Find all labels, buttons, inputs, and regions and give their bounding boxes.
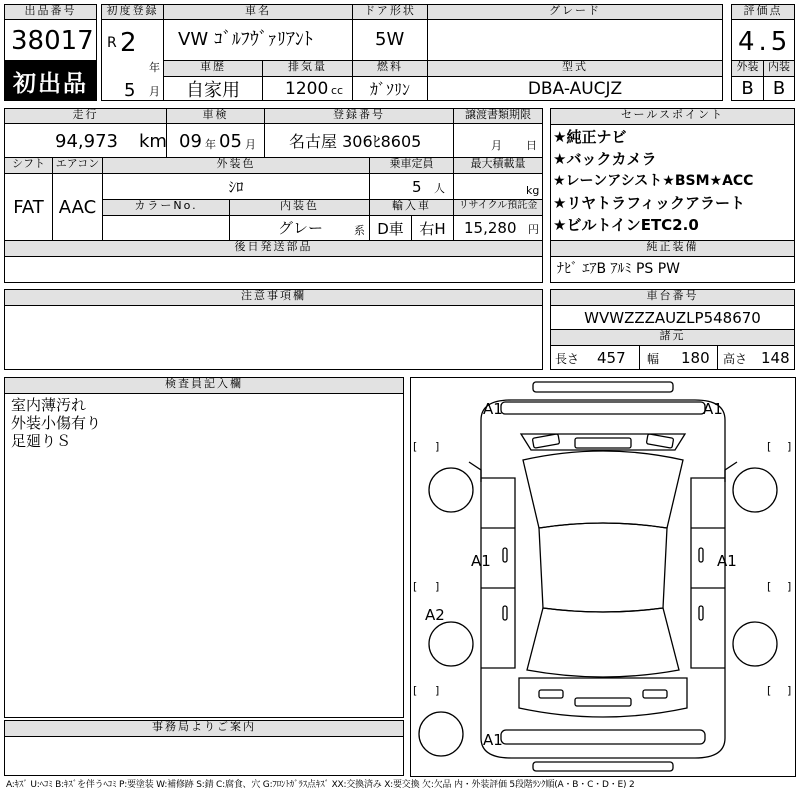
rear-glass [527,608,679,677]
svg-text:]: ] [435,440,440,453]
inspection-label: 車検 [166,108,265,124]
svg-text:[: [ [767,684,772,697]
damage-mark: A1 [483,400,503,418]
notes-box [4,305,543,370]
roof [539,523,667,612]
interior-grade: B [763,76,795,101]
svg-text:]: ] [787,684,792,697]
svg-text:[: [ [767,580,772,593]
damage-mark: A1 [471,552,491,570]
load-label: 最大積載量 [453,157,543,174]
year-unit: 年 [149,61,160,74]
inspector-box [4,393,404,718]
recycle-unit: 円 [528,223,539,236]
import-drive: D車 [369,215,412,241]
exterior-grade: B [731,76,764,101]
transfer-day-unit: 日 [526,139,537,152]
score: 4.5 [738,27,792,57]
damage-mark: A2 [425,606,445,624]
inspection-year-unit: 年 [205,138,216,151]
specs-label: 諸元 [550,329,795,346]
svg-text:[: [ [767,440,772,453]
wheel-front-right [733,468,777,512]
car-name-box [163,19,353,61]
svg-text:[: [ [413,684,418,697]
inspector-note: 外装小傷有り [11,414,102,432]
int-color-label: 内装色 [229,199,370,216]
int-color-box [229,215,370,241]
later-parts-box [4,256,543,283]
history-value: 自家用 [163,76,263,101]
windshield [523,451,683,528]
model-value: DBA-AUCJZ [427,76,723,101]
recycle-box [453,215,543,241]
equipment-box [550,256,795,283]
score-label: 評価点 [731,4,795,20]
reg-number: 名古屋 306ﾋ8605 [289,132,422,151]
svg-text:[: [ [413,440,418,453]
import-label: 輸入車 [369,199,454,216]
sales-points-label: セールスポイント [550,108,795,125]
height-value: 148 [761,349,790,367]
transfer-month-unit: 月 [491,139,502,152]
damage-mark: A1 [483,731,503,749]
height-label: 高さ [723,352,748,366]
inspector-label: 検査員記入欄 [4,377,404,394]
inspection-month-unit: 月 [245,138,256,151]
capacity-box [369,173,454,200]
sales-point: ★純正ナビ [553,128,627,146]
front-bumper [533,382,673,392]
int-color-unit: 系 [354,224,365,237]
month-unit: 月 [149,85,160,98]
lot-no: 38017 [11,26,94,56]
reg-label: 登録番号 [264,108,454,124]
exterior-label: 外装 [731,60,764,77]
ac-label: エアコン [52,157,103,174]
equipment-value: ﾅﾋﾞ ｴｱB ｱﾙﾐ PS PW [557,261,681,277]
first-listing-label: 初出品 [13,70,88,97]
svg-text:]: ] [787,580,792,593]
length-value: 457 [597,349,626,367]
interior-label: 内装 [763,60,795,77]
mileage-unit: km [139,131,167,152]
handle-side: 右H [411,215,454,241]
mileage-label: 走行 [4,108,167,124]
ext-color-label: 外装色 [102,157,370,174]
later-parts-label: 後日発送部品 [4,240,543,257]
headlight-left [532,434,559,448]
damage-mark: A1 [703,400,723,418]
wheel-spare [419,712,463,756]
mileage-box [4,123,167,158]
era: R [107,35,117,51]
specs-box [550,345,795,370]
specs-divider [717,346,718,369]
sales-point: ★バックカメラ [553,150,657,168]
car-diagram [411,378,795,776]
sales-point: ★ビルトインETC2.0 [553,216,699,234]
first-reg-box [101,19,164,101]
displacement-box [262,76,353,101]
lot-no-box [4,19,97,61]
chassis-number: WVWZZZAUZLP548670 [550,305,795,330]
svg-text:]: ] [787,440,792,453]
capacity-label: 乗車定員 [369,157,454,174]
fuel-value: ｶﾞｿﾘﾝ [352,76,428,101]
displacement-label: 排気量 [262,60,353,77]
color-no-label: カラーNo. [102,199,230,216]
ext-color-value: ｼﾛ [102,173,370,200]
shift-value: FAT [4,173,53,241]
notes-label: 注意事項欄 [4,289,543,306]
fuel-label: 燃料 [352,60,428,77]
door-label: ドア形状 [352,4,428,20]
color-no-box [102,215,230,241]
ac-value: AAC [52,173,103,241]
sales-points-box [550,124,795,241]
car-body-outline [481,400,725,758]
rear-bumper [501,730,705,744]
rear-light-right [643,690,667,698]
rear-light-left [539,690,563,698]
specs-divider [639,346,640,369]
load-unit: kg [526,184,540,197]
right-doors [691,478,725,668]
first-listing-badge [4,61,97,101]
grade-label: グレード [427,4,723,20]
car-diagram-frame [410,377,796,777]
svg-text:]: ] [435,580,440,593]
rear-step [533,762,673,771]
wheel-rear-right [733,622,777,666]
door-type: 5W [375,29,405,50]
front-plate [575,438,631,448]
left-doors [481,478,515,668]
mileage: 94,973 [55,131,118,152]
chassis-label: 車台番号 [550,289,795,306]
inspection-box [166,123,265,158]
load-box [453,173,543,200]
wheel-rear-left [429,622,473,666]
front-grille [501,402,705,414]
inspector-note: 室内薄汚れ [11,396,87,414]
model-label: 型式 [427,60,723,77]
displacement: 1200 [285,79,329,99]
svg-text:[: [ [413,580,418,593]
damage-mark: A1 [717,552,737,570]
car-name: VW ｺﾞﾙﾌｳﾞｧﾘｱﾝﾄ [178,29,313,50]
width-value: 180 [681,349,710,367]
legend-text: A:ｷｽﾞ U:ﾍｺﾐ B:ｷｽﾞを伴うﾍｺﾐ P:要塗装 W:補修跡 S:錆 C:腐食、穴 G:ﾌﾛﾝﾄｶﾞﾗｽ点ｷｽﾞ XX:交換済み X:要交換 欠:欠品 内・外装評価 5段階ﾗﾝｸ順(A・B・C・D・E) 2 [6,780,635,790]
history-label: 車歴 [163,60,263,77]
score-box [731,19,795,61]
recycle-fee: 15,280 [464,219,517,237]
equipment-label: 純正装備 [550,240,795,257]
office-label: 事務局よりご案内 [4,720,404,737]
transfer-box [453,123,543,158]
svg-text:]: ] [435,684,440,697]
recycle-label: リサイクル預託金 [453,199,543,216]
reg-box [264,123,454,158]
wheel-front-left [429,468,473,512]
shift-label: シフト [4,157,53,174]
width-label: 幅 [647,352,660,366]
first-reg-year: 2 [120,28,137,58]
inspection-year: 09 [179,131,202,152]
capacity: 5 [412,178,422,196]
car-name-label: 車名 [163,4,353,20]
headlight-right [646,434,673,448]
int-color: グレー [278,219,324,237]
inspection-month: 05 [219,131,242,152]
inspector-note: 足廻りＳ [11,432,72,450]
sales-point: ★リヤトラフィックアラート [553,194,745,212]
door-box [352,19,428,61]
lot-no-label: 出品番号 [4,4,97,20]
office-box [4,736,404,776]
displacement-unit: cc [331,84,344,97]
transfer-label: 譲渡書類期限 [453,108,543,124]
length-label: 長さ [555,352,580,366]
capacity-unit: 人 [434,182,445,195]
first-reg-label: 初度登録 [101,4,164,20]
grade-box [427,19,723,61]
first-reg-month: 5 [124,80,136,101]
sales-point: ★レーンアシスト★BSM★ACC [553,173,754,189]
rear-plate [575,698,631,706]
